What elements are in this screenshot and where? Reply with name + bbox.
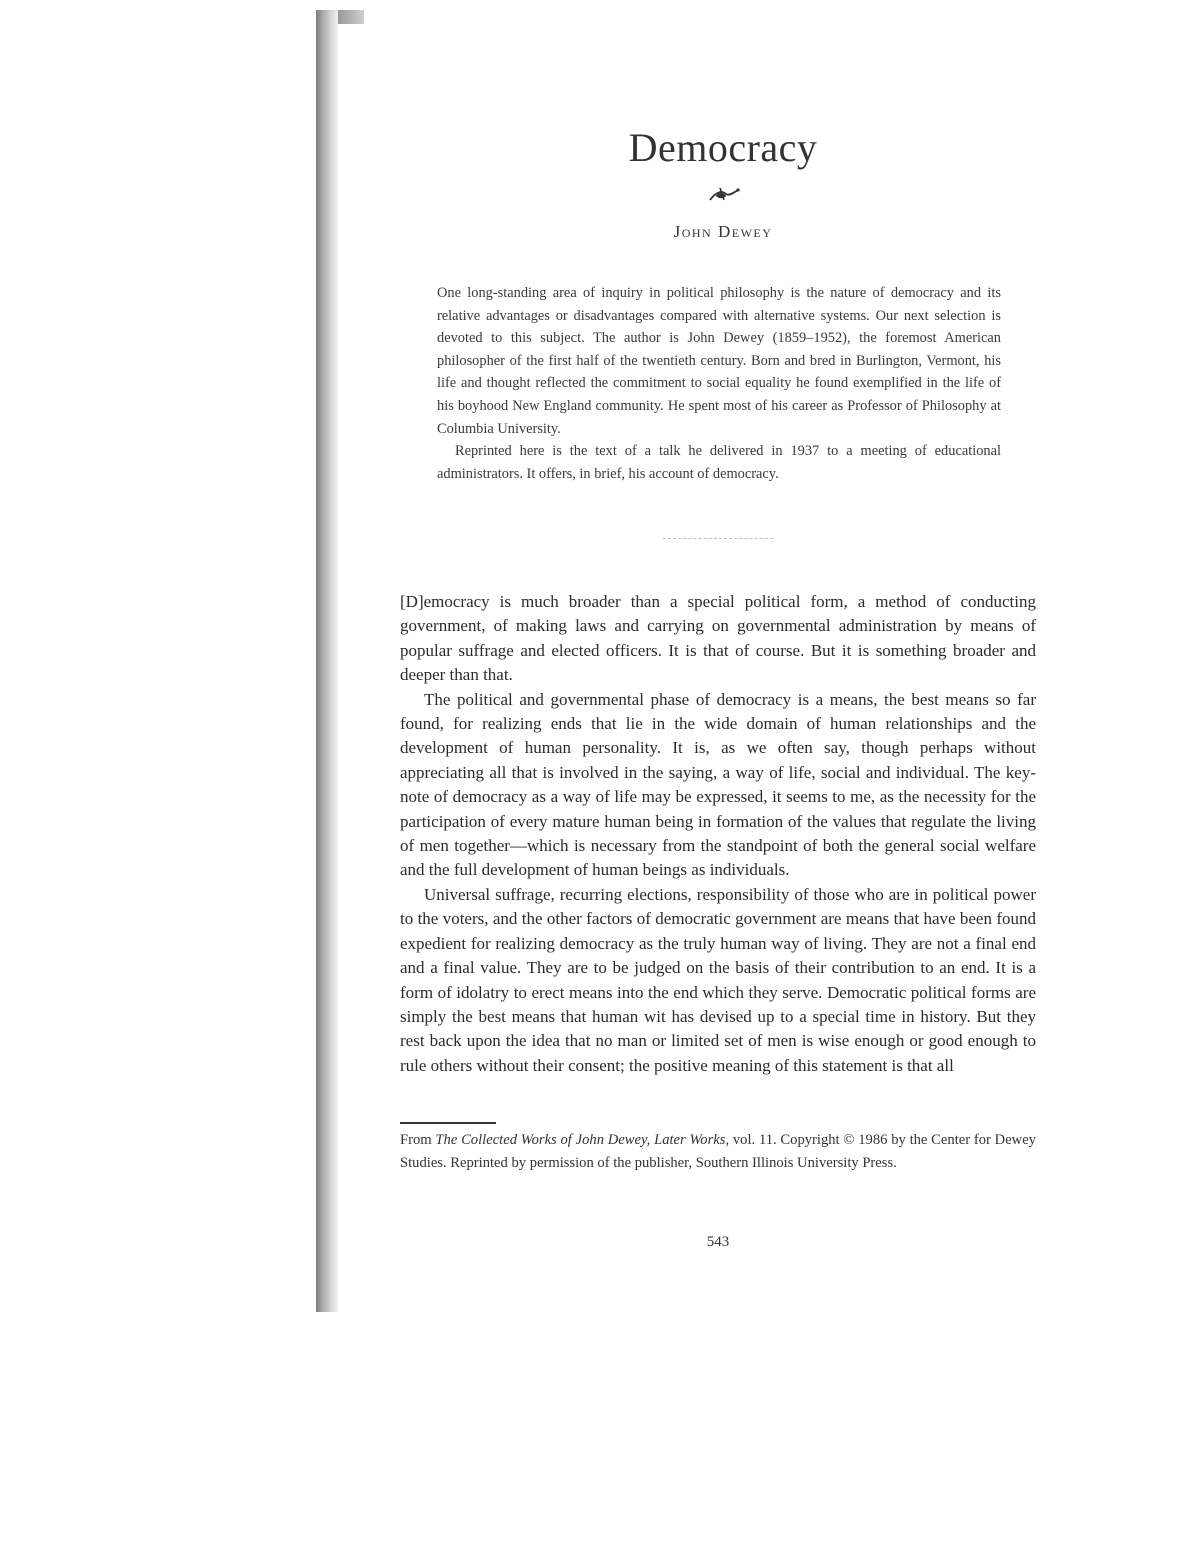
intro-paragraph: Reprinted here is the text of a talk he delivered in 1937 to a meeting of educational administrators. It offers, in brief, his account of democracy. (437, 443, 1001, 482)
document-title: Democracy (628, 125, 818, 170)
body-paragraph: [D]emocracy is much broader than a special political form, a method of conducting government, of making laws and carrying on governmental administration by means of popular suffrage and elected officers. It is that of course. But it is something broader and deeper than that. (400, 592, 1036, 685)
section-divider (663, 538, 773, 539)
source-footnote (400, 1129, 1036, 1174)
footnote-work-title: The Collected Works of John Dewey, Later Works, (435, 1132, 730, 1148)
body-paragraph: The political and governmental phase of democracy is a means, the best means so far found, for realizing ends that lie in the wide domain of human relationships and the development of human personality. It is, as we often say, though perhaps without appreciating all that is involved in the saying, a way of life, social and individual. The key-note of democracy as a way of life may be expressed, it seems to me, as the necessity for the participation of every mature human being in formation of the values that regulate the living of men together—which is necessary from the standpoint of both the general social welfare and the full development of human beings as individuals. (400, 689, 1036, 880)
page-number: 543 (706, 1234, 730, 1250)
footnote-prefix: From (400, 1132, 436, 1148)
footnote-rest: vol. 11. Copyright © 1986 by the Center for Dewey Studies. Reprinted by permission of the publisher, Southern Illinois University Press. (400, 1132, 1036, 1171)
author-name: John Dewey (673, 222, 773, 241)
footnote-rule (400, 1122, 496, 1124)
body-paragraph: Universal suffrage, recurring elections, responsibility of those who are in political power to the voters, and the other factors of democratic government are means that have been found expedient for realizing democracy as the truly human way of living. They are not a final end and a final value. They are to be judged on the basis of their contribution to an end. It is a form of idolatry to erect means into the end which they serve. Democratic political forms are simply the best means that human wit has devised up to a special time in history. But they rest back upon the idea that no man or limited set of men is wise enough or good enough to rule others without their consent; the positive meaning of this statement is that all (400, 884, 1036, 1075)
fleuron-icon (704, 182, 744, 206)
binding-shadow (316, 10, 338, 1312)
intro-paragraph: One long-standing area of inquiry in political philosophy is the nature of democracy and its relative advantages or disadvantages compared with alternative systems. Our next selection is devoted to this subject. The author is John Dewey (1859–1952), the foremost American philosopher of the first half of the twentieth century. Born and bred in Burlington, Vermont, his life and thought reflected the commitment to social equality he found exemplified in the life of his boyhood New England community. He spent most of his career as Professor of Philosophy at Columbia University. (437, 285, 1001, 437)
document-page (338, 24, 1138, 1312)
intro-section (437, 282, 1001, 485)
body-section (400, 590, 1036, 1078)
